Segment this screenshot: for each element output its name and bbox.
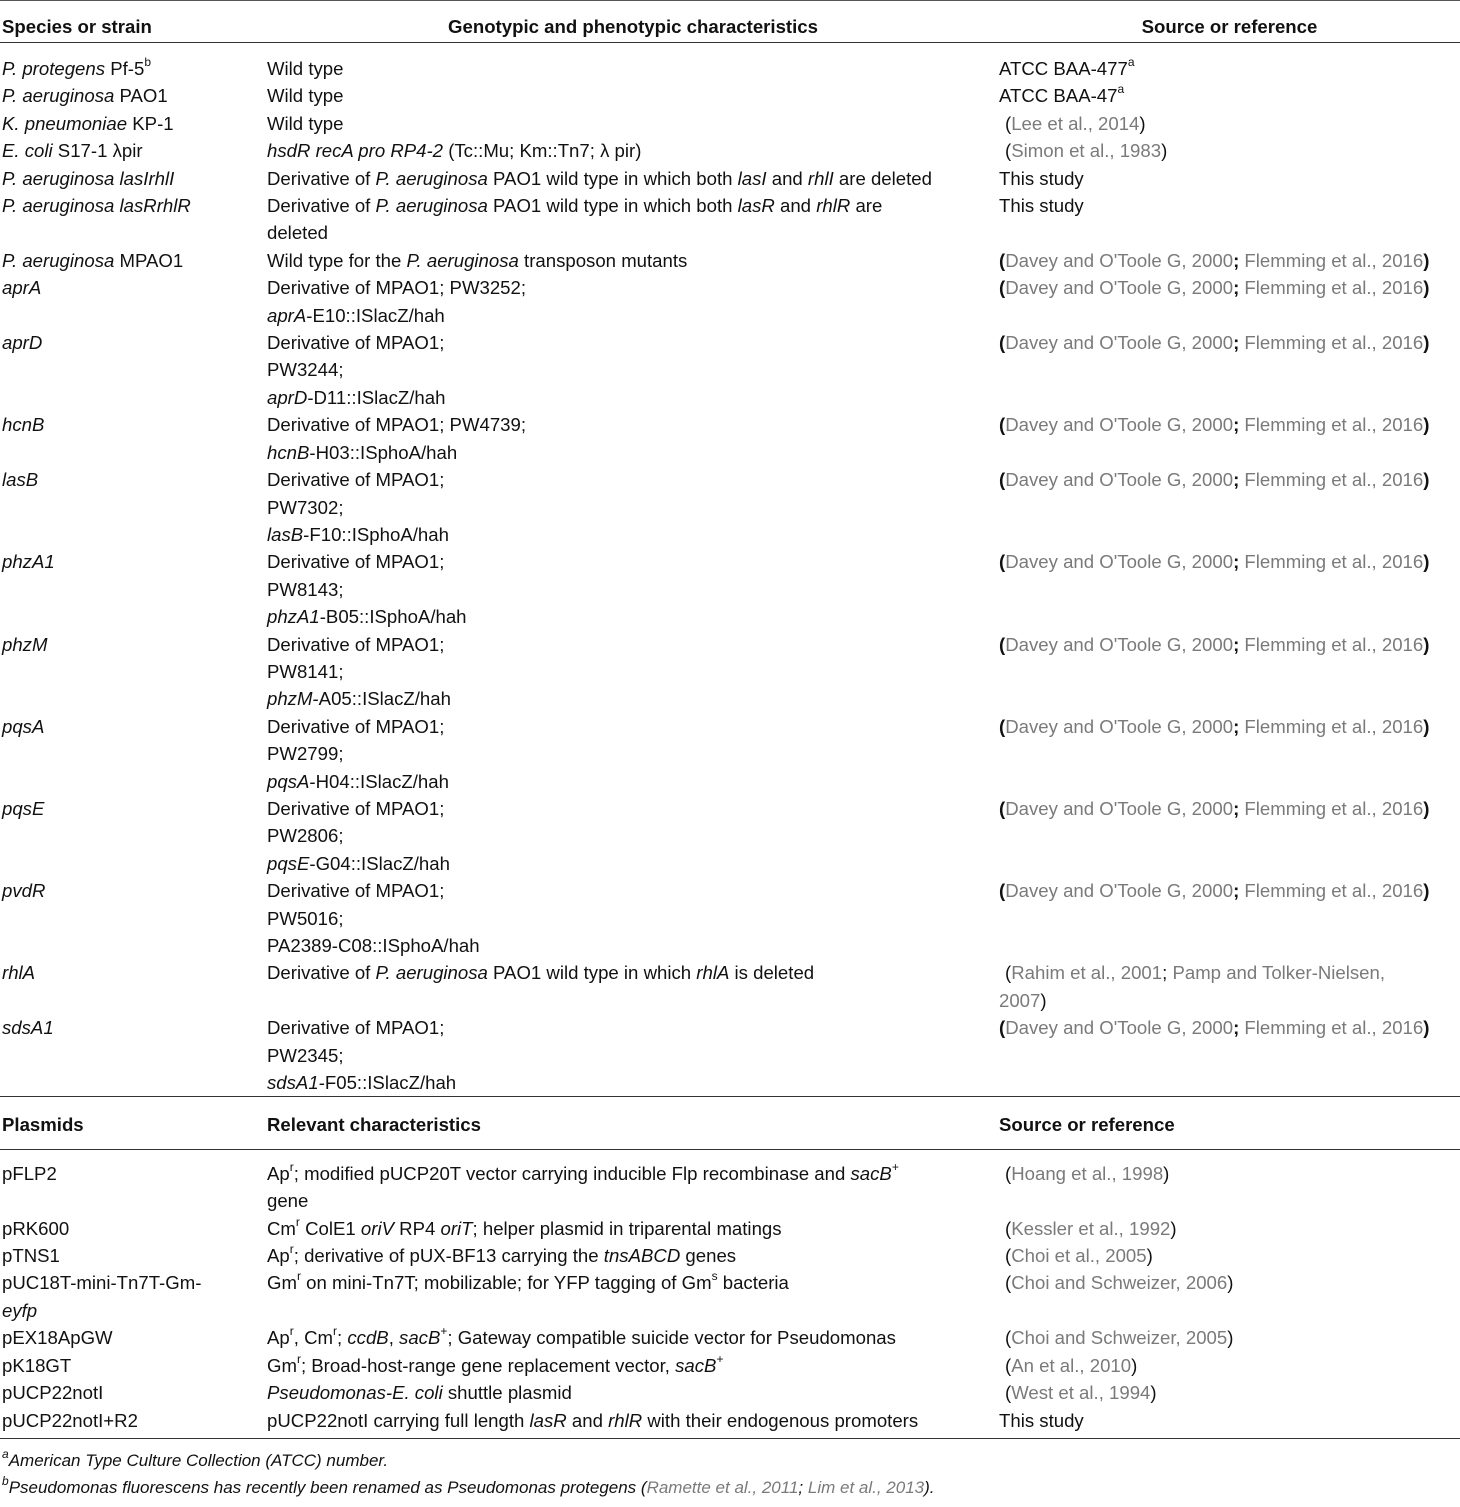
reference-link[interactable]: Flemming et al., 2016	[1244, 715, 1424, 737]
reference-link[interactable]: An et al., 2010	[1011, 1354, 1132, 1376]
header-relevant-characteristics: Relevant characteristics	[267, 1114, 481, 1136]
table-row: aprA Derivative of MPAO1; PW3252; aprA-E10::ISlacZ/hah (Davey and O'Toole G, 2000; Flemming et al., 2016)	[2, 277, 1430, 326]
reference-link[interactable]: Pamp and Tolker-Nielsen,	[1172, 962, 1386, 984]
table-row: pTNS1 Ap$^r$; derivative of pUX-BF13 carrying the tnsABCD genes (Choi et al., 2005)	[2, 1242, 1153, 1267]
reference-link[interactable]: Ramette et al., 2011	[646, 1477, 799, 1497]
table-row: pEX18ApGW Ap$^r$, Cm$^r$; ccdB, sacB+; Gateway compatible suicide vector for Pseudomonas (Choi and Schweizer, 2005)	[2, 1324, 1234, 1349]
reference-link[interactable]: Flemming et al., 2016	[1244, 633, 1424, 655]
reference-link[interactable]: Davey and O'Toole G, 2000	[1005, 249, 1234, 271]
table-row: pqsA Derivative of MPAO1; PW2799; pqsA-H04::ISlacZ/hah (Davey and O'Toole G, 2000; Flemming et al., 2016)	[2, 715, 1430, 792]
table-row: pUCP22notI Pseudomonas-E. coli shuttle plasmid (West et al., 1994)	[2, 1382, 1157, 1404]
reference-link[interactable]: Choi et al., 2005	[1011, 1245, 1147, 1267]
reference-link[interactable]: Kessler et al., 1992	[1011, 1217, 1171, 1239]
header-source: Source or reference	[1141, 16, 1318, 37]
table-header	[0, 0, 1460, 43]
header-plasmids: Plasmids	[2, 1114, 84, 1136]
reference-link[interactable]: Davey and O'Toole G, 2000	[1005, 551, 1234, 573]
header-plasmid-source: Source or reference	[999, 1114, 1175, 1136]
footnote-b: $^b$Pseudomonas fluorescens has recently been renamed as Pseudomonas protegens (Ramette et al., 2011; Lim et al., 2013).	[2, 1473, 935, 1497]
reference-link[interactable]: Davey and O'Toole G, 2000	[1005, 469, 1234, 491]
table-row: P. aeruginosa MPAO1 Wild type for the P. aeruginosa transposon mutants (Davey and O'Toole G, 2000; Flemming et al., 2016)	[2, 249, 1430, 271]
reference-link[interactable]: Flemming et al., 2016	[1244, 332, 1424, 354]
table-row: pvdR Derivative of MPAO1; PW5016; PA2389-C08::ISphoA/hah (Davey and O'Toole G, 2000; Flemming et al., 2016)	[2, 880, 1430, 956]
table-row: P. aeruginosa PAO1 Wild type ATCC BAA-47$^a$	[2, 82, 1125, 107]
reference-link[interactable]: Choi and Schweizer, 2005	[1011, 1327, 1228, 1349]
reference-link[interactable]: Flemming et al., 2016	[1244, 1017, 1424, 1039]
header-strain: Species or strain	[2, 16, 152, 37]
strains-section	[0, 43, 1460, 1096]
reference-link[interactable]: Flemming et al., 2016	[1244, 414, 1424, 436]
table-row: pUCP22notI+R2 pUCP22notI carrying full length lasR and rhlR with their endogenous promoters This study	[2, 1409, 1084, 1431]
table-row: P. aeruginosa lasIrhlI Derivative of P. aeruginosa PAO1 wild type in which both lasI and rhlI are deleted This study	[2, 167, 1084, 189]
table-row: pK18GT Gm$^r$; Broad-host-range gene replacement vector, sacB+ (An et al., 2010)	[2, 1351, 1138, 1376]
reference-link[interactable]: Hoang et al., 1998	[1011, 1162, 1164, 1184]
reference-link[interactable]: Lim et al., 2013	[807, 1477, 925, 1497]
reference-link[interactable]: West et al., 1994	[1011, 1382, 1151, 1404]
reference-link[interactable]: Lee et al., 2014	[1011, 112, 1140, 134]
table-row: E. coli S17-1 λpir hsdR recA pro RP4-2 (Tc::Mu; Km::Tn7; λ pir) (Simon et al., 1983)	[2, 140, 1168, 162]
table-row: sdsA1 Derivative of MPAO1; PW2345; sdsA1-F05::ISlacZ/hah (Davey and O'Toole G, 2000; Flemming et al., 2016)	[2, 1017, 1430, 1094]
reference-link[interactable]: Flemming et al., 2016	[1244, 797, 1424, 819]
reference-link[interactable]: Davey and O'Toole G, 2000	[1005, 414, 1234, 436]
plasmids-header	[0, 1097, 1460, 1149]
table-row: pFLP2 Ap$^r$; modified pUCP20T vector carrying inducible Flp recombinase and sacB+ gene (Hoang et al., 1998)	[2, 1159, 1170, 1212]
reference-link[interactable]: Flemming et al., 2016	[1244, 469, 1424, 491]
reference-link[interactable]: Simon et al., 1983	[1011, 140, 1162, 162]
table-row: hcnB Derivative of MPAO1; PW4739; hcnB-H03::ISphoA/hah (Davey and O'Toole G, 2000; Flemming et al., 2016)	[2, 414, 1430, 463]
table-row: phzM Derivative of MPAO1; PW8141; phzM-A05::ISlacZ/hah (Davey and O'Toole G, 2000; Flemming et al., 2016)	[2, 633, 1430, 710]
table-row: P. protegens Pf-5$^b$ Wild type ATCC BAA-477$^a$	[2, 55, 1135, 79]
table-row: pqsE Derivative of MPAO1; PW2806; pqsE-G04::ISlacZ/hah (Davey and O'Toole G, 2000; Flemming et al., 2016)	[2, 797, 1430, 874]
reference-link[interactable]: Davey and O'Toole G, 2000	[1005, 277, 1234, 299]
table-row: K. pneumoniae KP-1 Wild type (Lee et al., 2014)	[2, 112, 1146, 134]
table-row: lasB Derivative of MPAO1; PW7302; lasB-F10::ISphoA/hah (Davey and O'Toole G, 2000; Flemming et al., 2016)	[2, 469, 1430, 545]
reference-link[interactable]: Davey and O'Toole G, 2000	[1005, 332, 1234, 354]
table-row: aprD Derivative of MPAO1; PW3244; aprD-D11::ISlacZ/hah (Davey and O'Toole G, 2000; Flemming et al., 2016)	[2, 332, 1430, 408]
table-row: P. aeruginosa lasRrhlR Derivative of P. aeruginosa PAO1 wild type in which both lasR and rhlR are deleted This study	[2, 195, 1084, 244]
table-row: rhlA Derivative of P. aeruginosa PAO1 wild type in which rhlA is deleted (Rahim et al., 2001; Pamp and Tolker-Nielsen, 2007)	[2, 962, 1386, 1011]
reference-link[interactable]: Rahim et al., 2001	[1011, 962, 1163, 984]
reference-link[interactable]: Davey and O'Toole G, 2000	[1005, 1017, 1234, 1039]
reference-link[interactable]: Flemming et al., 2016	[1244, 551, 1424, 573]
header-characteristics: Genotypic and phenotypic characteristics	[448, 16, 818, 37]
footnote-a: $^a$American Type Culture Collection (ATCC) number.	[2, 1446, 389, 1470]
reference-link[interactable]: Flemming et al., 2016	[1244, 880, 1424, 902]
reference-link[interactable]: Davey and O'Toole G, 2000	[1005, 633, 1234, 655]
reference-link[interactable]: Davey and O'Toole G, 2000	[1005, 880, 1234, 902]
footnotes	[0, 1438, 1460, 1501]
reference-link[interactable]: Flemming et al., 2016	[1244, 277, 1424, 299]
table-row: phzA1 Derivative of MPAO1; PW8143; phzA1-B05::ISphoA/hah (Davey and O'Toole G, 2000; Flemming et al., 2016)	[2, 551, 1430, 628]
plasmids-section	[0, 1150, 1460, 1438]
reference-link[interactable]: Flemming et al., 2016	[1244, 249, 1424, 271]
table-row: pRK600 Cm$^r$ ColE1 oriV RP4 oriT; helper plasmid in triparental matings (Kessler et al., 1992)	[2, 1214, 1177, 1239]
reference-link[interactable]: Davey and O'Toole G, 2000	[1005, 715, 1234, 737]
table-row: pUC18T-mini-Tn7T-Gm- eyfp Gm$^r$ on mini-Tn7T; mobilizable; for YFP tagging of Gm$^s$ bacteria (Choi and Schweizer, 2006)	[2, 1269, 1234, 1321]
reference-link[interactable]: Choi and Schweizer, 2006	[1011, 1272, 1228, 1294]
reference-link[interactable]: Davey and O'Toole G, 2000	[1005, 797, 1234, 819]
